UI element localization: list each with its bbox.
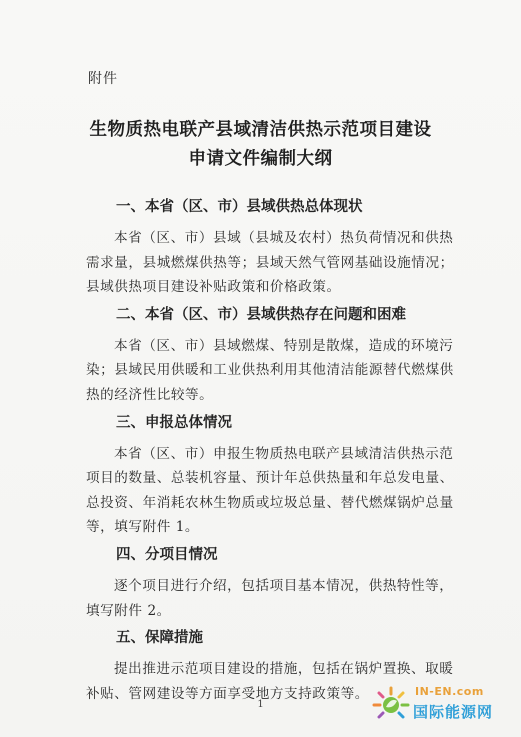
paragraph-line: 总投资、年消耗农林生物质或垃圾总量、替代燃煤锅炉总量 [86, 494, 454, 511]
watermark-cn-text: 国际能源网 [413, 703, 494, 721]
paragraph-line: 逐个项目进行介绍，包括项目基本情况，供热特性等， [114, 577, 454, 594]
watermark-logo [371, 681, 511, 729]
document-title-line-1: 生物质热电联产县域清洁供热示范项目建设 [89, 120, 432, 140]
section-4 [86, 545, 458, 623]
section-heading: 四、分项目情况 [116, 545, 218, 563]
paragraph-line: 本省（区、市）县域燃煤、特别是散煤，造成的环境污 [114, 337, 454, 354]
page-number: 1 [257, 699, 264, 710]
paragraph-line: 本省（区、市）县域（县城及农村）热负荷情况和供热 [114, 230, 454, 246]
section-3 [86, 413, 458, 540]
section-1 [86, 197, 458, 300]
attachment-label: 附件 [88, 71, 118, 87]
paragraph-line: 热的经济性比较等。 [86, 386, 214, 403]
section-paragraph [86, 334, 458, 408]
paragraph-line: 项目的数量、总装机容量、预计年总供热量和年总发电量、 [86, 470, 454, 487]
watermark-en-text: IN-EN.com [415, 685, 484, 698]
paragraph-line: 本省（区、市）申报生物质热电联产县域清洁供热示范 [114, 445, 454, 462]
section-paragraph [86, 442, 458, 540]
paragraph-line: 提出推进示范项目建设的措施，包括在锅炉置换、取暖 [114, 661, 454, 678]
section-paragraph [86, 574, 458, 623]
paragraph-line: 县域供热项目建设补贴政策和价格政策。 [86, 279, 341, 296]
paragraph-line: 填写附件 2。 [86, 602, 171, 619]
paragraph-line: 等，填写附件 1。 [86, 519, 200, 536]
section-heading: 五、保障措施 [116, 629, 203, 647]
sun-leaf-logo-icon [371, 685, 411, 725]
paragraph-line: 补贴、管网建设等方面享受地方支持政策等。 [86, 685, 369, 702]
section-paragraph [86, 226, 458, 300]
section-heading: 三、申报总体情况 [116, 413, 232, 431]
paragraph-line: 需求量，县城燃煤供热等；县域天然气管网基础设施情况； [86, 254, 454, 271]
section-heading: 一、本省（区、市）县域供热总体现状 [116, 198, 363, 215]
document-body [86, 197, 458, 711]
paragraph-line: 染；县域民用供暖和工业供热利用其他清洁能源替代燃煤供 [86, 362, 454, 379]
section-heading: 二、本省（区、市）县域供热存在问题和困难 [116, 305, 406, 323]
document-title-line-2: 申请文件编制大纲 [188, 149, 333, 169]
section-2 [86, 305, 458, 408]
